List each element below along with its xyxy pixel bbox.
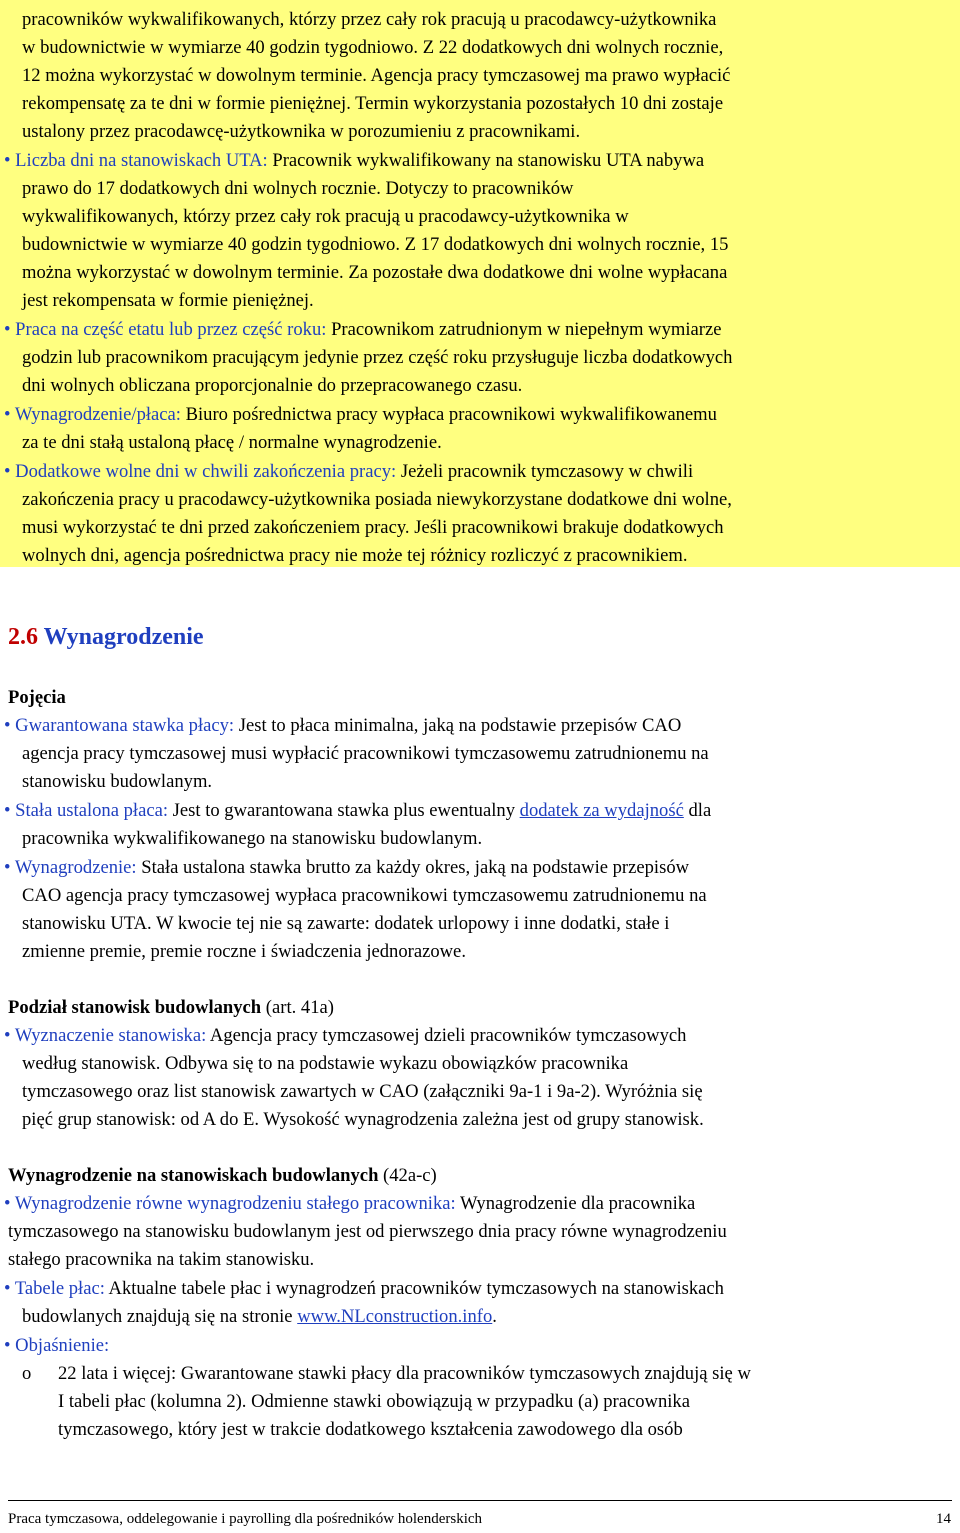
bullet-icon: • — [4, 1193, 11, 1214]
text-line: 12 można wykorzystać w dowolnym terminie. Agencja pracy tymczasowej ma prawo wypłacić — [22, 65, 731, 86]
term-text: Aktualne tabele płac i wynagrodzeń pracowników tymczasowych na stanowiskach — [104, 1278, 724, 1299]
term-text: Jeżeli pracownik tymczasowy w chwili — [396, 461, 694, 482]
term-label: Dodatkowe wolne dni w chwili zakończenia pracy: — [15, 461, 397, 482]
text-line: stanowisku budowlanym. — [22, 771, 213, 792]
section-title: Wynagrodzenie — [38, 624, 204, 650]
bullet-icon: • — [4, 461, 11, 482]
footer-divider — [8, 1500, 952, 1501]
term-text: . — [492, 1306, 497, 1327]
text-line: budownictwie w wymiarze 40 godzin tygodniowo. Z 17 dodatkowych dni wolnych rocznie, 15 — [22, 234, 729, 255]
text-line — [22, 1303, 497, 1331]
bullet-icon: • — [4, 150, 11, 171]
bullet-explanation — [4, 1332, 109, 1360]
text-line: zmienne premie, premie roczne i świadczenia jednorazowe. — [22, 941, 466, 962]
subheading-wynagrodzenie — [8, 1162, 437, 1190]
text-line: prawo do 17 dodatkowych dni wolnych rocznie. Dotyczy to pracowników — [22, 178, 574, 199]
text-line: w budownictwie w wymiarze 40 godzin tygodniowo. Z 22 dodatkowych dni wolnych rocznie, — [22, 37, 724, 58]
bullet-icon: • — [4, 1025, 11, 1046]
text-line: I tabeli płac (kolumna 2). Odmienne stawki obowiązują w przypadku (a) pracownika — [58, 1391, 690, 1412]
text-line: zakończenia pracy u pracodawcy-użytkownika posiada niewykorzystane dodatkowe dni wolne, — [22, 489, 732, 510]
bullet-uta — [4, 147, 704, 175]
term-label: Objaśnienie: — [15, 1335, 110, 1356]
sub-bullet-marker: o — [22, 1363, 32, 1384]
term-text: Pracownik wykwalifikowany na stanowisku UTA nabywa — [267, 150, 705, 171]
term-label: Liczba dni na stanowiskach UTA: — [15, 150, 268, 171]
text-line: agencja pracy tymczasowej musi wypłacić pracownikowi tymczasowemu zatrudnionemu na — [22, 743, 709, 764]
bullet-pay — [4, 401, 717, 429]
bullet-icon: • — [4, 319, 11, 340]
subheading-pojecia: Pojęcia — [8, 687, 66, 708]
subheading-podzial — [8, 994, 334, 1022]
bullet-icon: • — [4, 857, 11, 878]
bullet-icon: • — [4, 800, 11, 821]
text-line: musi wykorzystać te dni przed zakończeniem pracy. Jeśli pracownikowi brakuje dodatkowych — [22, 517, 724, 538]
text-line: tymczasowego oraz list stanowisk zawartych w CAO (załączniki 9a-1 i 9a-2). Wyróżnia się — [22, 1081, 703, 1102]
text-line: jest rekompensata w formie pieniężnej. — [22, 290, 314, 311]
term-label: Wyznaczenie stanowiska: — [14, 1025, 207, 1046]
term-label: Gwarantowana stawka płacy: — [15, 715, 235, 736]
text-line: tymczasowego na stanowisku budowlanym jest od pierwszego dnia pracy równe wynagrodzeniu — [8, 1221, 727, 1242]
text-line: za te dni stałą ustaloną płacę / normalne wynagrodzenie. — [22, 432, 442, 453]
text-line: rekompensatę za te dni w formie pieniężnej. Termin wykorzystania pozostałych 10 dni zostaje — [22, 93, 724, 114]
text-line: ustalony przez pracodawcę-użytkownika w porozumieniu z pracownikami. — [22, 121, 581, 142]
bullet-icon: • — [4, 404, 11, 425]
nlconstruction-link[interactable]: www.NLconstruction.info — [297, 1306, 493, 1327]
text-line: 22 lata i więcej: Gwarantowane stawki płacy dla pracowników tymczasowych znajdują się w — [58, 1363, 751, 1384]
term-label: Tabele płac: — [14, 1278, 105, 1299]
bullet-wage — [4, 854, 689, 882]
footer-text: Praca tymczasowa, oddelegowanie i payrolling dla pośredników holenderskich — [8, 1511, 483, 1527]
text-line: stałego pracownika na takim stanowisku. — [8, 1249, 315, 1270]
term-text: budowlanych znajdują się na stronie — [22, 1306, 298, 1327]
bullet-icon: • — [4, 715, 11, 736]
text-line: CAO agencja pracy tymczasowej wypłaca pracownikowi tymczasowemu zatrudnionemu na — [22, 885, 707, 906]
section-heading — [8, 624, 204, 651]
text-line: można wykorzystać w dowolnym terminie. Za pozostałe dwa dodatkowe dni wolne wypłacana — [22, 262, 728, 283]
bullet-fixed-pay — [4, 797, 711, 825]
term-label: Wynagrodzenie: — [14, 857, 137, 878]
article-ref: (art. 41a) — [261, 997, 334, 1018]
bullet-icon: • — [4, 1278, 11, 1299]
text-line: tymczasowego, który jest w trakcie dodatkowego kształcenia zawodowego dla osób — [58, 1419, 683, 1440]
productivity-bonus-link[interactable]: dodatek za wydajność — [519, 800, 684, 821]
bullet-end — [4, 458, 693, 486]
bullet-equal-pay — [4, 1190, 695, 1218]
text-line: pracowników wykwalifikowanych, którzy przez cały rok pracują u pracodawcy-użytkownika — [22, 9, 717, 30]
text-line: według stanowisk. Odbywa się to na podstawie wykazu obowiązków pracownika — [22, 1053, 629, 1074]
section-number: 2.6 — [8, 624, 38, 650]
text-line: wolnych dni, agencja pośrednictwa pracy nie może tej różnicy rozliczyć z pracownikiem. — [22, 545, 688, 566]
page-number: 14 — [936, 1511, 951, 1527]
term-text: Biuro pośrednictwa pracy wypłaca pracownikowi wykwalifikowanemu — [180, 404, 717, 425]
term-text: Stała ustalona stawka brutto za każdy okres, jaką na podstawie przepisów — [136, 857, 690, 878]
term-label: Stała ustalona płaca: — [15, 800, 168, 821]
bullet-pay-tables — [4, 1275, 724, 1303]
article-ref: (42a-c) — [378, 1165, 437, 1186]
term-text: Jest to płaca minimalna, jaką na podstawie przepisów CAO — [234, 715, 682, 736]
term-text: dla — [683, 800, 712, 821]
text-line: dni wolnych obliczana proporcjonalnie do przepracowanego czasu. — [22, 375, 523, 396]
text-line: wykwalifikowanych, którzy przez cały rok pracują u pracodawcy-użytkownika w — [22, 206, 629, 227]
term-text: Wynagrodzenie dla pracownika — [455, 1193, 696, 1214]
term-text: Pracownikom zatrudnionym w niepełnym wymiarze — [326, 319, 722, 340]
term-label: Praca na część etatu lub przez część roku: — [15, 319, 327, 340]
term-text: Jest to gwarantowana stawka plus ewentualny — [168, 800, 520, 821]
term-label: Wynagrodzenie/płaca: — [14, 404, 181, 425]
bullet-part-time — [4, 316, 721, 344]
subheading-text: Wynagrodzenie na stanowiskach budowlanych — [8, 1165, 379, 1186]
text-line: pracownika wykwalifikowanego na stanowisku budowlanym. — [22, 828, 483, 849]
subheading-text: Podział stanowisk budowlanych — [8, 997, 262, 1018]
bullet-designation — [4, 1022, 686, 1050]
term-text: Agencja pracy tymczasowej dzieli pracowników tymczasowych — [206, 1025, 687, 1046]
text-line: godzin lub pracownikom pracującym jedynie przez część roku przysługuje liczba dodatkowych — [22, 347, 733, 368]
term-label: Wynagrodzenie równe wynagrodzeniu stałego pracownika: — [14, 1193, 456, 1214]
bullet-icon: • — [4, 1335, 11, 1356]
text-line: stanowisku UTA. W kwocie tej nie są zawarte: dodatek urlopowy i inne dodatki, stałe i — [22, 913, 670, 934]
bullet-guaranteed-rate — [4, 712, 681, 740]
text-line: pięć grup stanowisk: od A do E. Wysokość wynagrodzenia zależna jest od grupy stanowisk. — [22, 1109, 704, 1130]
